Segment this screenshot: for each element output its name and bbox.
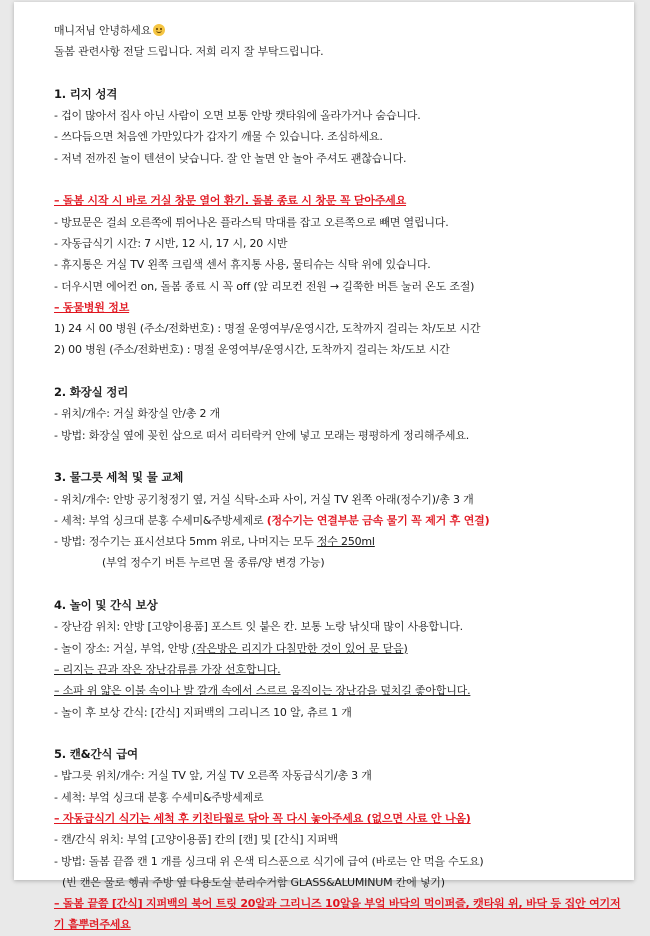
warning-feeder: – 자동급식기 식기는 세척 후 키친타월로 닦아 꼭 다시 놓아주세요 (없으면 사료 안 나옴) [54,811,471,825]
list-item: - 방법: 정수기는 표시선보다 5mm 위로, 나머지는 모두 정수 250ml [54,535,375,549]
warning-ventilation: – 돌봄 시작 시 바로 거실 창문 열어 환기. 돌봄 종료 시 창문 꼭 닫아주세요 [54,194,407,208]
list-item: - 휴지통은 거실 TV 왼쪽 크림색 센서 휴지통 사용, 물티슈는 식탁 위에 있습니다. [54,258,431,272]
list-item: - 장난감 위치: 안방 [고양이용품] 포스트 잇 붙은 칸. 보통 노랑 낚싯대 많이 사용합니다. [54,620,463,634]
list-item: - 방법: 화장실 옆에 꽂힌 삽으로 떠서 리터락커 안에 넣고 모래는 평평하게 정리해주세요. [54,428,470,442]
document-content [54,20,622,936]
emphasis-inline: (작은방은 리지가 다칠만한 것이 있어 문 닫음) [191,641,408,655]
list-item: - 더우시면 에어컨 on, 돌봄 종료 시 꼭 off (앞 리모컨 전원 → 길쭉한 버튼 눌러 온도 조절) [54,279,475,293]
list-item: - 저녁 전까진 놀이 텐션이 낮습니다. 잘 안 놀면 안 놀아 주셔도 괜찮습니다. [54,151,407,165]
warning-inline: (정수기는 연결부분 금속 물기 꼭 제거 후 연결) [266,513,490,527]
list-item: - 세척: 부엌 싱크대 분홍 수세미&주방세제로 (정수기는 연결부분 금속 물기 꼭 제거 후 연결) [54,513,490,527]
section-2-title: 2. 화장실 정리 [54,385,129,400]
list-item: - 겁이 많아서 집사 아닌 사람이 오면 보통 안방 캣타워에 올라가거나 숨습니다. [54,109,421,123]
warning-treats: – 돌봄 끝쯤 [간식] 지퍼백의 북어 트릿 20알과 그리니즈 10알을 부엌 바닥의 먹이퍼즐, 캣타워 위, 바닥 등 집안 여기저기 흩뿌려주세요 [54,897,621,932]
greeting: 매니저님 안녕하세요 [54,20,622,41]
list-item: – 리지는 끈과 작은 장난감류를 가장 선호합니다. [54,662,281,676]
list-item: – 소파 위 얇은 이불 속이나 발 깔개 속에서 스르르 움직이는 장난감을 덮치길 좋아합니다. [54,684,471,698]
list-item: - 방묘문은 걸쇠 오른쪽에 튀어나온 플라스틱 막대를 잡고 오른쪽으로 빼면 열립니다. [54,215,449,229]
list-note: (부엌 정수기 버튼 누르면 물 종류/양 변경 가능) [102,556,325,570]
list-item: - 캔/간식 위치: 부엌 [고양이용품] 칸의 [캔] 및 [간식] 지퍼백 [54,833,338,847]
warning-hospital-info: – 동물병원 정보 [54,300,130,314]
section-1-title: 1. 리지 성격 [54,86,118,101]
hospital-item: 1) 24 시 00 병원 (주소/전화번호) : 명절 운영여부/운영시간, 도착까지 걸리는 차/도보 시간 [54,322,481,336]
list-note: (빈 캔은 물로 헹궈 주방 옆 다용도실 분리수거함 GLASS&ALUMINUM 칸에 넣기) [62,875,445,889]
list-item: - 자동급식기 시간: 7 시반, 12 시, 17 시, 20 시반 [54,236,288,250]
list-item: - 세척: 부엌 싱크대 분홍 수세미&주방세제로 [54,790,264,804]
list-item: - 놀이 후 보상 간식: [간식] 지퍼백의 그리니즈 10 알, 츄르 1 개 [54,705,352,719]
list-item: - 위치/개수: 안방 공기청정기 옆, 거실 식탁-소파 사이, 거실 TV 왼쪽 아래(정수기)/총 3 개 [54,492,474,506]
smile-emoji-icon [153,24,165,36]
section-5-title: 5. 캔&간식 급여 [54,747,138,762]
emphasis-inline: 정수 250ml [316,535,375,549]
intro-line: 돌봄 관련사항 전달 드립니다. 저희 리지 잘 부탁드립니다. [54,45,324,59]
section-3-title: 3. 물그릇 세척 및 물 교체 [54,470,184,485]
list-item: - 쓰다듬으면 처음엔 가만있다가 갑자기 깨물 수 있습니다. 조심하세요. [54,130,383,144]
list-item: - 방법: 돌봄 끝쯤 캔 1 개를 싱크대 위 은색 티스푼으로 식기에 급여 (바로는 안 먹을 수도요) [54,854,484,868]
list-item: - 밥그릇 위치/개수: 거실 TV 앞, 거실 TV 오른쪽 자동급식기/총 3 개 [54,769,372,783]
section-4-title: 4. 놀이 및 간식 보상 [54,598,158,613]
list-item: - 위치/개수: 거실 화장실 안/총 2 개 [54,407,220,421]
list-item: - 놀이 장소: 거실, 부엌, 안방 (작은방은 리지가 다칠만한 것이 있어 문 닫음) [54,641,408,655]
hospital-item: 2) 00 병원 (주소/전화번호) : 명절 운영여부/운영시간, 도착까지 걸리는 차/도보 시간 [54,343,450,357]
document-page [14,2,634,932]
